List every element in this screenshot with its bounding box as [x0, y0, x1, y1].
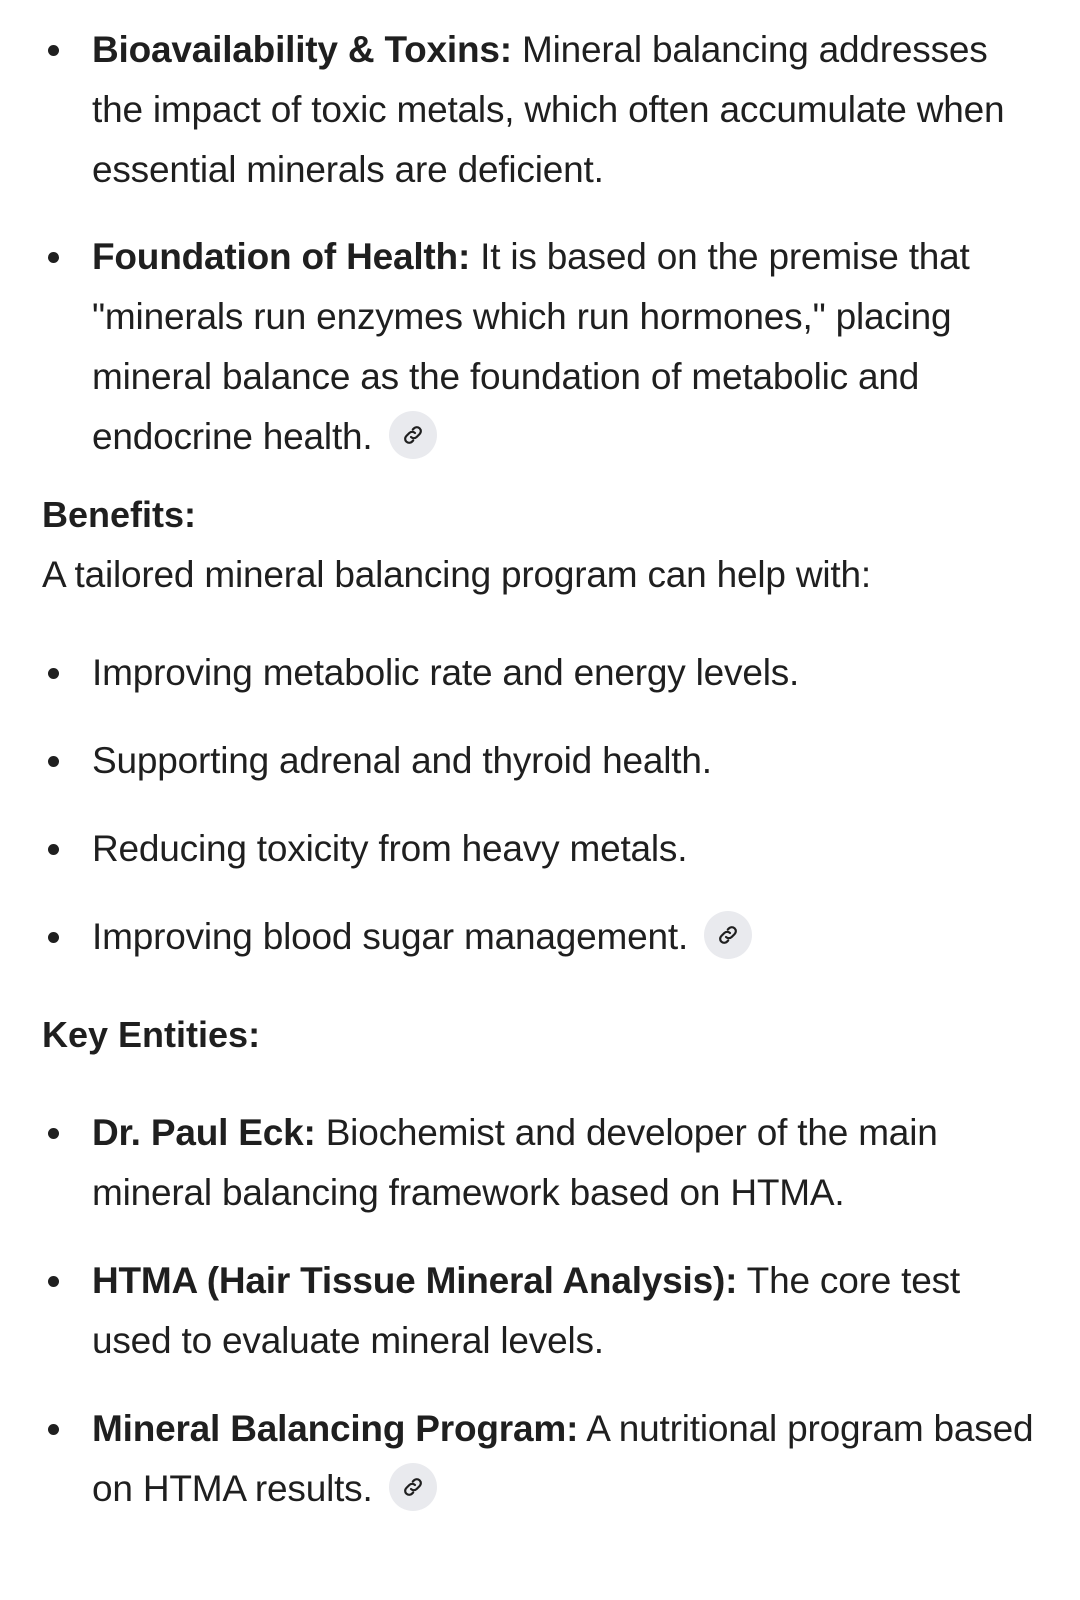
link-icon: [716, 923, 740, 947]
list-item: [42, 20, 1040, 200]
source-link-button[interactable]: [389, 1463, 437, 1511]
item-text: It is based on the premise that "minerals run enzymes which run hormones," placing mineral balance as the foundation of metabolic and endocrine health.: [92, 236, 970, 457]
key-entities-list: [42, 1103, 1040, 1519]
link-icon: [401, 1475, 425, 1499]
key-entities-heading: Key Entities:: [42, 1014, 261, 1055]
item-text: Improving blood sugar management.: [92, 916, 689, 957]
list-item: [42, 907, 1040, 967]
item-text: Reducing toxicity from heavy metals.: [92, 828, 688, 869]
item-label: Mineral Balancing Program:: [92, 1408, 579, 1449]
benefits-list: [42, 643, 1040, 967]
item-label: Dr. Paul Eck:: [92, 1112, 316, 1153]
item-text: A nutritional program based on HTMA results.: [92, 1408, 1034, 1509]
item-label: Bioavailability & Toxins:: [92, 29, 512, 70]
top-bullet-list: [42, 20, 1040, 467]
list-item: [42, 1103, 1040, 1223]
item-label: Foundation of Health:: [92, 236, 471, 277]
source-link-button[interactable]: [704, 911, 752, 959]
benefits-intro: A tailored mineral balancing program can help with:: [42, 554, 871, 595]
list-item: [42, 1399, 1040, 1519]
source-link-button[interactable]: [389, 411, 437, 459]
item-text: Improving metabolic rate and energy levels.: [92, 652, 800, 693]
list-item: [42, 819, 1040, 879]
item-label: HTMA (Hair Tissue Mineral Analysis):: [92, 1260, 738, 1301]
list-item: [42, 1251, 1040, 1371]
item-text: Mineral balancing addresses the impact of toxic metals, which often accumulate when essential minerals are deficient.: [92, 29, 1005, 190]
list-item: [42, 227, 1040, 467]
link-icon: [401, 423, 425, 447]
list-item: [42, 643, 1040, 703]
benefits-heading: Benefits:: [42, 494, 197, 535]
item-text: Biochemist and developer of the main mineral balancing framework based on HTMA.: [92, 1112, 938, 1213]
list-item: [42, 731, 1040, 791]
item-text: The core test used to evaluate mineral levels.: [92, 1260, 961, 1361]
item-text: Supporting adrenal and thyroid health.: [92, 740, 712, 781]
